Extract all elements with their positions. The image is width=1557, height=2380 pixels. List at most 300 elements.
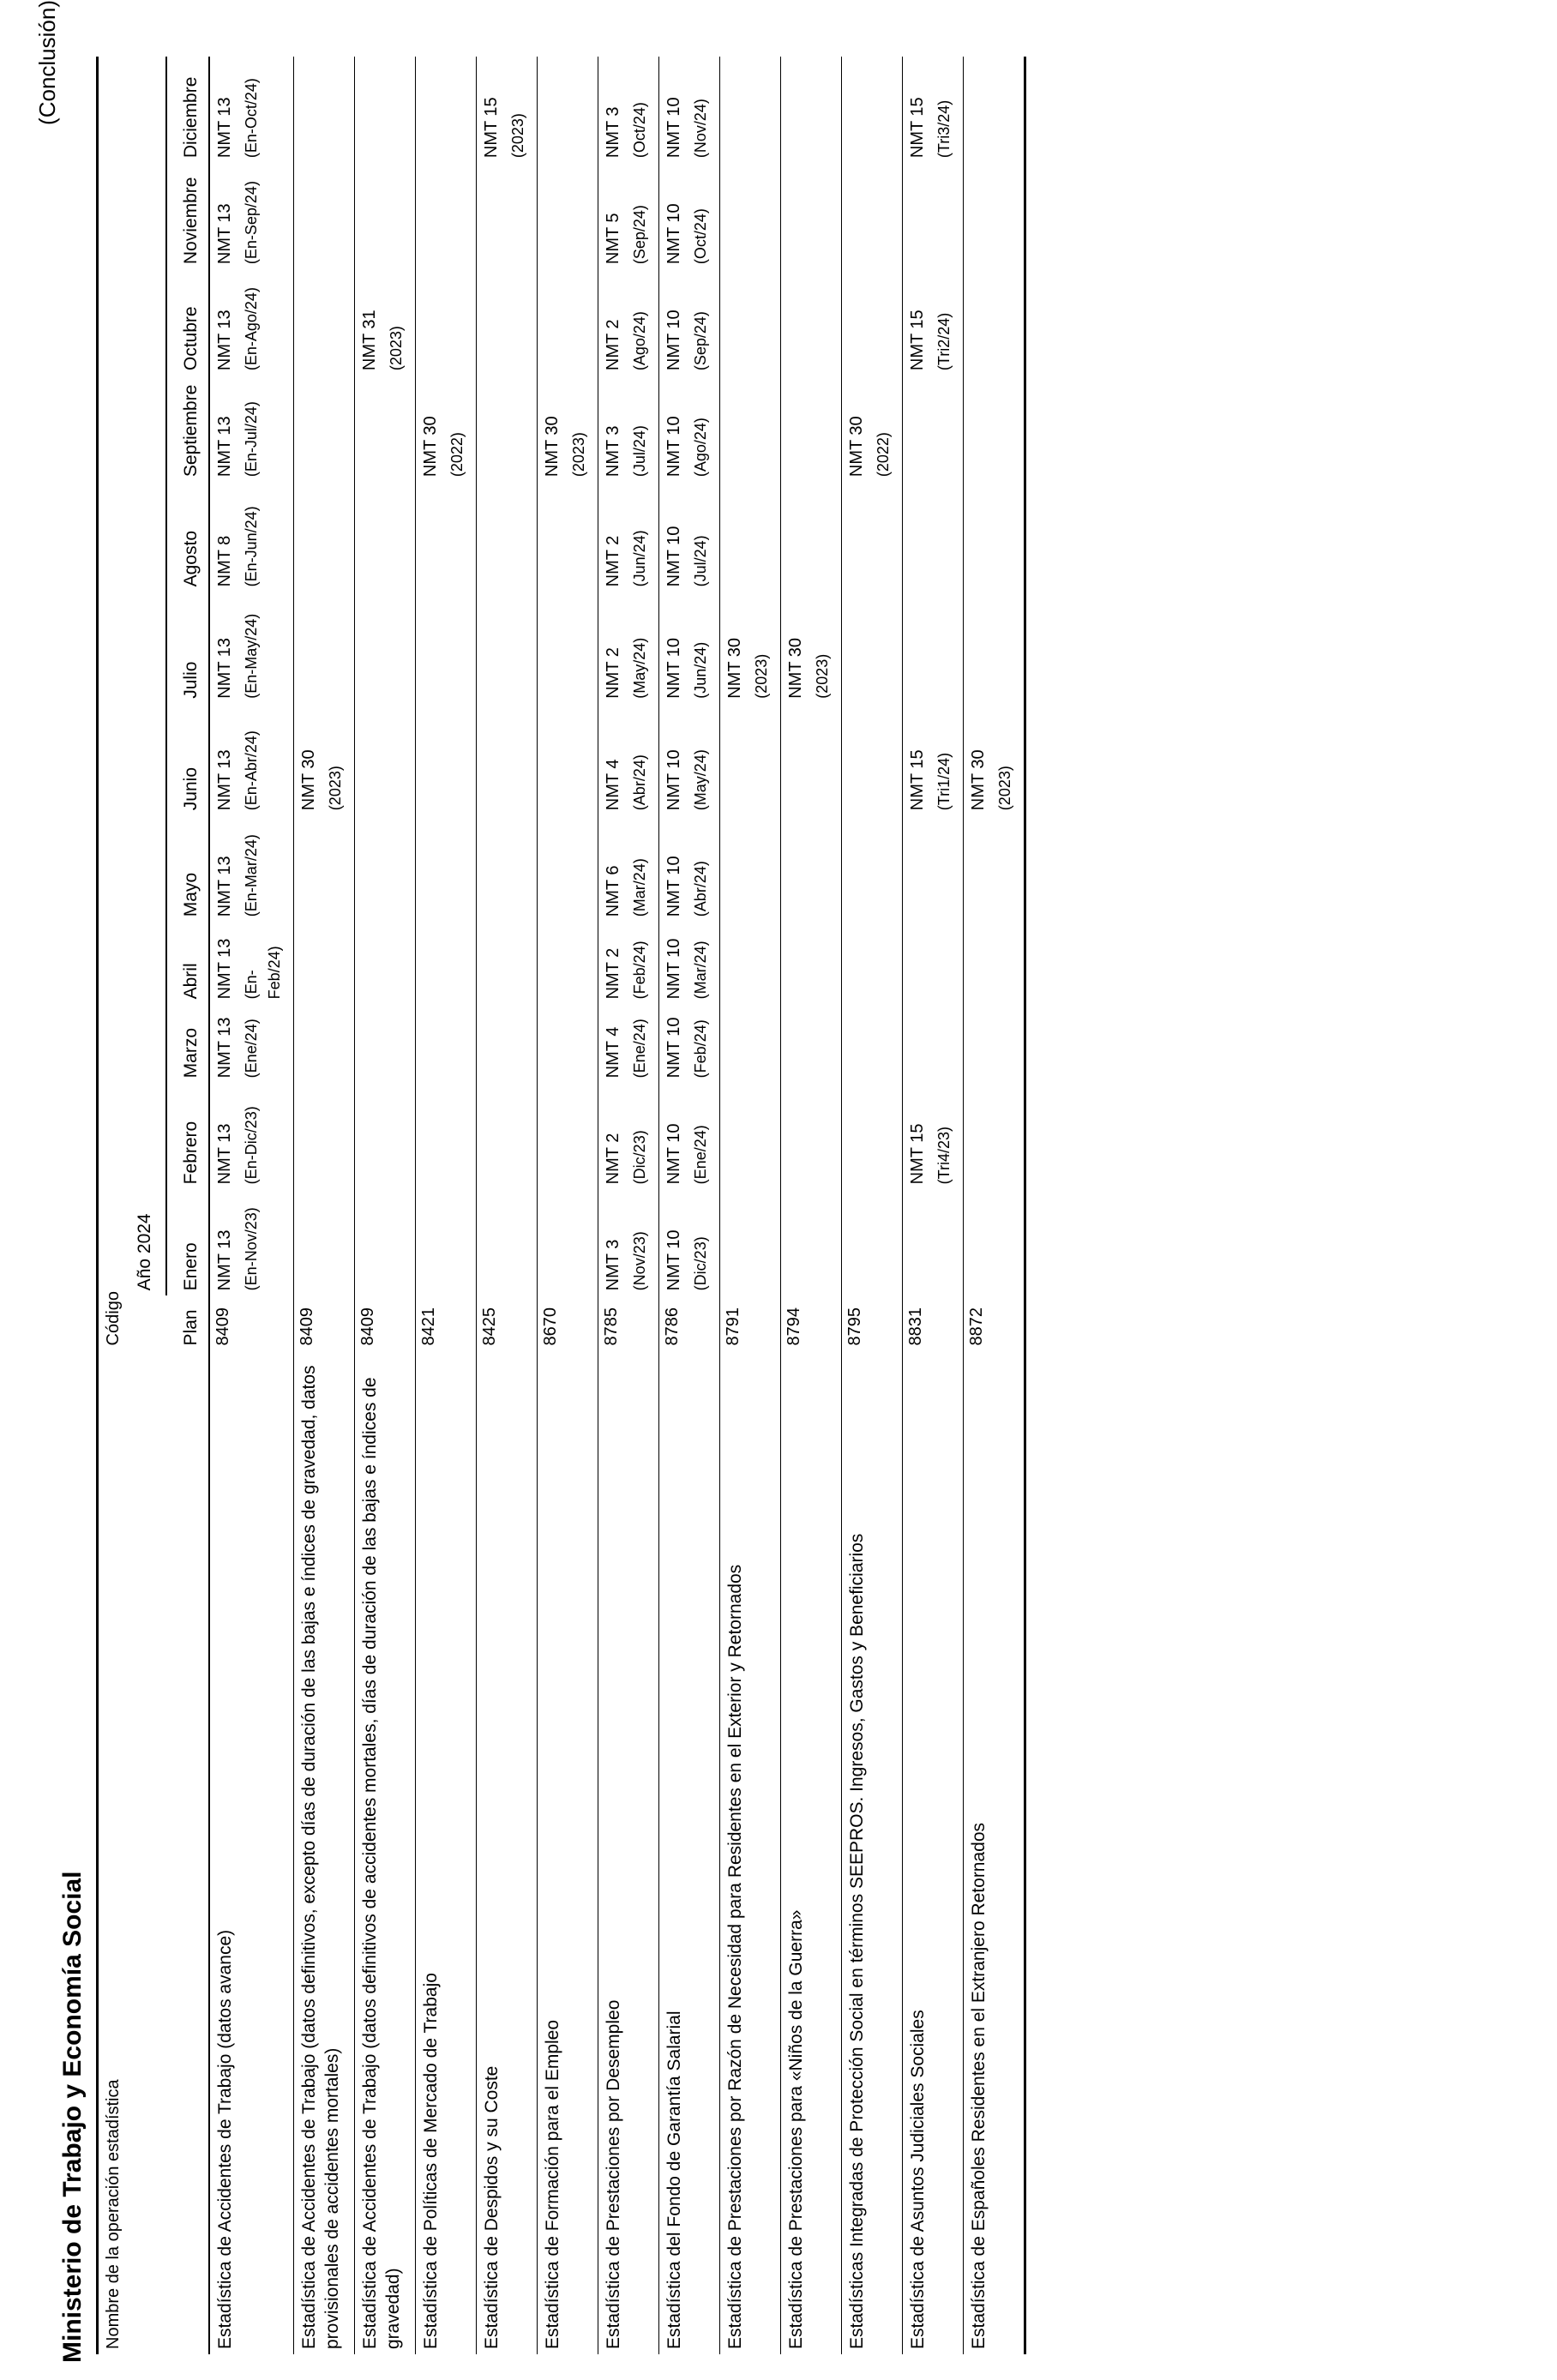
table-row	[477, 57, 538, 2354]
schedule-cell	[538, 482, 598, 592]
conclusion-note: (Conclusión)	[34, 0, 60, 125]
schedule-cell	[598, 482, 659, 592]
release-delay: NMT 10	[664, 749, 683, 811]
release-delay: NMT 10	[664, 416, 683, 478]
month-header: Octubre	[166, 269, 209, 376]
release-delay: NMT 10	[664, 1123, 683, 1185]
reference-period: (Mar/24)	[692, 941, 709, 1000]
reference-period: (Tri4/23)	[935, 1126, 953, 1185]
schedule-cell	[209, 1004, 294, 1083]
reference-period: (May/24)	[631, 637, 648, 699]
schedule-cell	[659, 269, 720, 376]
reference-period: (En-Abr/24)	[243, 730, 260, 811]
table-row	[659, 57, 720, 2354]
release-delay: NMT 2	[604, 1133, 622, 1185]
schedule-cell	[209, 592, 294, 703]
schedule-cell	[964, 482, 1025, 592]
plan-code: 8795	[845, 1307, 864, 1346]
schedule-cell	[538, 1083, 598, 1189]
reference-period: (Dic/23)	[692, 1236, 709, 1291]
schedule-cell	[842, 269, 903, 376]
schedule-cell	[781, 57, 842, 163]
reference-period: (En-Dic/23)	[243, 1106, 260, 1185]
schedule-cell	[598, 704, 659, 815]
reference-period: (Abr/24)	[692, 861, 709, 917]
release-delay: NMT 13	[215, 938, 234, 1000]
schedule-cell	[903, 1189, 964, 1295]
schedule-cell	[781, 922, 842, 1004]
reference-period: (Dic/23)	[631, 1130, 648, 1185]
table-row	[964, 57, 1025, 2354]
plan-code: 8421	[419, 1307, 438, 1346]
schedule-cell	[294, 815, 355, 922]
schedule-cell	[781, 269, 842, 376]
reference-period: (Oct/24)	[692, 208, 709, 265]
schedule-cell	[598, 815, 659, 922]
month-header: Noviembre	[166, 163, 209, 269]
statistics-calendar-table	[96, 57, 1026, 2354]
schedule-cell	[842, 1004, 903, 1083]
release-delay: NMT 30	[421, 416, 440, 478]
schedule-cell	[842, 815, 903, 922]
table-header	[98, 57, 210, 2354]
reference-period: (En-Jun/24)	[243, 506, 260, 587]
schedule-cell	[355, 163, 416, 269]
schedule-cell	[720, 815, 781, 922]
reference-period: (En-Feb/24)	[243, 946, 283, 1000]
release-delay: NMT 13	[215, 749, 234, 811]
schedule-cell	[209, 922, 294, 1004]
schedule-cell	[964, 269, 1025, 376]
month-header: Septiembre	[166, 376, 209, 482]
schedule-cell	[964, 704, 1025, 815]
schedule-cell	[903, 1004, 964, 1083]
release-delay: NMT 3	[604, 106, 622, 159]
schedule-cell	[416, 592, 477, 703]
operation-name: Estadística de Formación para el Empleo	[543, 2019, 562, 2349]
schedule-cell	[477, 592, 538, 703]
schedule-cell	[598, 376, 659, 482]
release-delay: NMT 8	[215, 535, 234, 587]
schedule-cell	[842, 592, 903, 703]
schedule-cell	[355, 57, 416, 163]
schedule-cell	[903, 163, 964, 269]
schedule-cell	[477, 1004, 538, 1083]
schedule-cell	[416, 1083, 477, 1189]
reference-period: (2023)	[327, 766, 344, 811]
schedule-cell	[416, 163, 477, 269]
release-delay: NMT 30	[786, 638, 805, 699]
table-row	[538, 57, 598, 2354]
schedule-cell	[781, 1083, 842, 1189]
operation-name: Estadística del Fondo de Garantía Salarial	[664, 2010, 684, 2349]
schedule-cell	[209, 376, 294, 482]
release-delay: NMT 10	[664, 856, 683, 917]
schedule-cell	[720, 704, 781, 815]
reference-period: (Nov/23)	[631, 1231, 648, 1291]
reference-period: (En-Oct/24)	[243, 78, 260, 159]
schedule-cell	[294, 704, 355, 815]
schedule-cell	[842, 922, 903, 1004]
table-row	[598, 57, 659, 2354]
release-delay: NMT 2	[604, 647, 622, 699]
month-header: Diciembre	[166, 57, 209, 163]
schedule-cell	[416, 1189, 477, 1295]
schedule-cell	[294, 922, 355, 1004]
release-delay: NMT 4	[604, 759, 622, 811]
schedule-cell	[416, 269, 477, 376]
schedule-cell	[903, 269, 964, 376]
reference-period: (Tri1/24)	[935, 752, 953, 811]
schedule-cell	[659, 1083, 720, 1189]
month-header: Abril	[166, 922, 209, 1004]
schedule-cell	[659, 163, 720, 269]
release-delay: NMT 30	[847, 416, 866, 478]
schedule-cell	[964, 163, 1025, 269]
schedule-cell	[477, 815, 538, 922]
schedule-cell	[781, 1004, 842, 1083]
schedule-cell	[209, 1189, 294, 1295]
reference-period: (Tri2/24)	[935, 312, 953, 371]
schedule-cell	[477, 163, 538, 269]
schedule-cell	[477, 269, 538, 376]
schedule-cell	[903, 922, 964, 1004]
schedule-cell	[720, 922, 781, 1004]
ministry-title: Ministerio de Trabajo y Economía Social	[58, 1871, 87, 2363]
plan-code: 8409	[358, 1307, 377, 1346]
reference-period: (Ago/24)	[692, 418, 709, 478]
reference-period: (En-Sep/24)	[243, 181, 260, 265]
table-row	[416, 57, 477, 2354]
schedule-cell	[477, 1083, 538, 1189]
schedule-cell	[477, 376, 538, 482]
schedule-cell	[659, 1004, 720, 1083]
schedule-cell	[355, 269, 416, 376]
schedule-cell	[209, 163, 294, 269]
month-header: Marzo	[166, 1004, 209, 1083]
schedule-cell	[209, 57, 294, 163]
schedule-cell	[720, 163, 781, 269]
release-delay: NMT 13	[215, 638, 234, 699]
operation-name: Estadística de Prestaciones por Desempleo	[604, 1999, 623, 2349]
schedule-cell	[598, 1004, 659, 1083]
month-header: Enero	[166, 1189, 209, 1295]
schedule-cell	[659, 815, 720, 922]
reference-period: (Sep/24)	[692, 311, 709, 371]
schedule-cell	[842, 482, 903, 592]
reference-period: (Feb/24)	[631, 941, 648, 1000]
release-delay: NMT 10	[664, 97, 683, 159]
month-header: Agosto	[166, 482, 209, 592]
schedule-cell	[477, 57, 538, 163]
plan-code: 8791	[724, 1307, 742, 1346]
schedule-cell	[659, 592, 720, 703]
operation-name: Estadística de Despidos y su Coste	[482, 2065, 502, 2349]
reference-period: (Nov/24)	[692, 99, 709, 159]
schedule-cell	[416, 922, 477, 1004]
schedule-cell	[416, 815, 477, 922]
reference-period: (En-Jul/24)	[243, 401, 260, 478]
operation-name: Estadística de Políticas de Mercado de Trabajo	[421, 1973, 441, 2349]
month-header: Junio	[166, 704, 209, 815]
schedule-cell	[538, 1004, 598, 1083]
table-row	[209, 57, 294, 2354]
schedule-cell	[416, 482, 477, 592]
release-delay: NMT 13	[215, 416, 234, 478]
table-row	[355, 57, 416, 2354]
year-header: Año 2024	[133, 57, 166, 1295]
month-header: Febrero	[166, 1083, 209, 1189]
schedule-cell	[903, 815, 964, 922]
plan-code: 8785	[602, 1307, 621, 1346]
reference-period: (2022)	[448, 432, 466, 478]
plan-code: 8409	[213, 1307, 232, 1346]
release-delay: NMT 30	[969, 749, 988, 811]
release-delay: NMT 5	[604, 213, 622, 265]
schedule-cell	[209, 815, 294, 922]
schedule-cell	[538, 1189, 598, 1295]
schedule-cell	[209, 269, 294, 376]
schedule-cell	[659, 482, 720, 592]
schedule-cell	[781, 704, 842, 815]
release-delay: NMT 2	[604, 319, 622, 371]
release-delay: NMT 15	[908, 97, 927, 159]
reference-period: (2023)	[996, 766, 1013, 811]
schedule-cell	[964, 376, 1025, 482]
schedule-cell	[781, 1189, 842, 1295]
plan-code: 8872	[967, 1307, 986, 1346]
reference-period: (2023)	[509, 113, 526, 159]
release-delay: NMT 15	[908, 1123, 927, 1185]
schedule-cell	[538, 269, 598, 376]
release-delay: NMT 4	[604, 1026, 622, 1079]
reference-period: (Jul/24)	[631, 425, 648, 478]
operation-name: Estadística de Prestaciones para «Niños de la Guerra»	[786, 1909, 806, 2349]
schedule-cell	[598, 592, 659, 703]
col-name-header: Nombre de la operación estadística	[98, 1350, 134, 2354]
month-header: Julio	[166, 592, 209, 703]
month-header: Mayo	[166, 815, 209, 922]
reference-period: (Mar/24)	[631, 858, 648, 917]
schedule-cell	[538, 592, 598, 703]
schedule-cell	[598, 57, 659, 163]
schedule-cell	[842, 163, 903, 269]
schedule-cell	[598, 922, 659, 1004]
release-delay: NMT 30	[543, 416, 562, 478]
release-delay: NMT 31	[360, 310, 379, 371]
operation-name: Estadística de Accidentes de Trabajo (datos definitivos, excepto días de duración de las bajas e índices de gravedad, datos provisionales de accidentes mortales)	[299, 1365, 342, 2349]
schedule-cell	[294, 1083, 355, 1189]
schedule-cell	[294, 592, 355, 703]
schedule-cell	[781, 482, 842, 592]
release-delay: NMT 10	[664, 938, 683, 1000]
schedule-cell	[355, 704, 416, 815]
table-row	[903, 57, 964, 2354]
reference-period: (Ene/24)	[243, 1019, 260, 1079]
plan-code: 8786	[663, 1307, 682, 1346]
plan-code: 8409	[298, 1307, 316, 1346]
schedule-cell	[720, 1189, 781, 1295]
reference-period: (Ene/24)	[692, 1125, 709, 1185]
release-delay: NMT 10	[664, 526, 683, 587]
operation-name: Estadísticas Integradas de Protección Social en términos SEEPROS. Ingresos, Gastos y Beneficiarios	[847, 1533, 867, 2349]
schedule-cell	[294, 1004, 355, 1083]
reference-period: (Tri3/24)	[935, 99, 953, 159]
schedule-cell	[903, 376, 964, 482]
plan-code: 8670	[541, 1307, 560, 1346]
schedule-cell	[294, 163, 355, 269]
reference-period: (Jun/24)	[631, 530, 648, 587]
operation-name: Estadística de Accidentes de Trabajo (datos avance)	[215, 1929, 235, 2349]
reference-period: (En-Ago/24)	[243, 287, 260, 371]
schedule-cell	[477, 1189, 538, 1295]
schedule-cell	[355, 482, 416, 592]
schedule-cell	[781, 163, 842, 269]
schedule-cell	[781, 815, 842, 922]
schedule-cell	[964, 1004, 1025, 1083]
reference-period: (Abr/24)	[631, 754, 648, 811]
schedule-cell	[598, 1189, 659, 1295]
schedule-cell	[842, 1189, 903, 1295]
schedule-cell	[538, 922, 598, 1004]
release-delay: NMT 13	[215, 1229, 234, 1291]
release-delay: NMT 15	[908, 749, 927, 811]
schedule-cell	[964, 1189, 1025, 1295]
reference-period: (En-Mar/24)	[243, 834, 260, 917]
schedule-cell	[720, 57, 781, 163]
release-delay: NMT 15	[482, 97, 501, 159]
schedule-cell	[598, 163, 659, 269]
reference-period: (2022)	[875, 432, 892, 478]
plan-code: 8794	[785, 1307, 803, 1346]
schedule-cell	[538, 57, 598, 163]
schedule-cell	[720, 269, 781, 376]
schedule-cell	[294, 376, 355, 482]
release-delay: NMT 10	[664, 310, 683, 371]
reference-period: (Jun/24)	[692, 641, 709, 699]
reference-period: (Ago/24)	[631, 311, 648, 371]
release-delay: NMT 2	[604, 947, 622, 1000]
release-delay: NMT 13	[215, 1017, 234, 1079]
schedule-cell	[659, 922, 720, 1004]
release-delay: NMT 13	[215, 97, 234, 159]
schedule-cell	[659, 1189, 720, 1295]
schedule-cell	[964, 922, 1025, 1004]
schedule-cell	[903, 1083, 964, 1189]
operation-name: Estadística de Españoles Residentes en el Extranjero Retornados	[969, 1822, 989, 2349]
schedule-cell	[720, 482, 781, 592]
schedule-cell	[355, 922, 416, 1004]
release-delay: NMT 10	[664, 1229, 683, 1291]
table-row	[842, 57, 903, 2354]
col-plan-header: Plan	[166, 1295, 209, 1350]
reference-period: (En-Nov/23)	[243, 1207, 260, 1291]
schedule-cell	[598, 1083, 659, 1189]
schedule-cell	[538, 376, 598, 482]
col-code-header: Código	[98, 1295, 134, 1350]
schedule-cell	[416, 704, 477, 815]
release-delay: NMT 10	[664, 638, 683, 699]
schedule-cell	[964, 592, 1025, 703]
schedule-cell	[477, 482, 538, 592]
schedule-cell	[720, 1004, 781, 1083]
reference-period: (2023)	[753, 653, 770, 699]
schedule-cell	[659, 704, 720, 815]
release-delay: NMT 13	[215, 310, 234, 371]
schedule-cell	[294, 1189, 355, 1295]
reference-period: (Jul/24)	[692, 535, 709, 587]
schedule-cell	[477, 704, 538, 815]
schedule-cell	[659, 57, 720, 163]
release-delay: NMT 3	[604, 425, 622, 478]
schedule-cell	[598, 269, 659, 376]
reference-period: (Sep/24)	[631, 205, 648, 265]
schedule-cell	[842, 704, 903, 815]
schedule-cell	[294, 269, 355, 376]
release-delay: NMT 13	[215, 856, 234, 917]
release-delay: NMT 30	[725, 638, 744, 699]
schedule-cell	[538, 163, 598, 269]
schedule-cell	[355, 1004, 416, 1083]
schedule-cell	[659, 376, 720, 482]
schedule-cell	[720, 592, 781, 703]
reference-period: (Feb/24)	[692, 1019, 709, 1079]
schedule-cell	[416, 57, 477, 163]
schedule-cell	[903, 482, 964, 592]
schedule-cell	[842, 1083, 903, 1189]
operation-name: Estadística de Asuntos Judiciales Sociales	[908, 2010, 928, 2349]
release-delay: NMT 2	[604, 535, 622, 587]
reference-period: (2023)	[570, 432, 587, 478]
table-body	[209, 57, 1025, 2354]
table-row	[294, 57, 355, 2354]
release-delay: NMT 13	[215, 1123, 234, 1185]
schedule-cell	[416, 1004, 477, 1083]
plan-code: 8831	[906, 1307, 925, 1346]
schedule-cell	[720, 376, 781, 482]
reference-period: (2023)	[388, 326, 405, 371]
reference-period: (Oct/24)	[631, 102, 648, 159]
schedule-cell	[538, 704, 598, 815]
schedule-cell	[355, 592, 416, 703]
schedule-cell	[903, 704, 964, 815]
schedule-cell	[720, 1083, 781, 1189]
schedule-cell	[842, 376, 903, 482]
schedule-cell	[209, 704, 294, 815]
schedule-cell	[903, 57, 964, 163]
schedule-cell	[416, 376, 477, 482]
release-delay: NMT 10	[664, 1017, 683, 1079]
schedule-cell	[538, 815, 598, 922]
table-row	[781, 57, 842, 2354]
release-delay: NMT 30	[299, 749, 318, 811]
operation-name: Estadística de Prestaciones por Razón de Necesidad para Residentes en el Exterior y Retornados	[725, 1564, 745, 2349]
schedule-cell	[294, 482, 355, 592]
table-row	[720, 57, 781, 2354]
reference-period: (Ene/24)	[631, 1019, 648, 1079]
release-delay: NMT 3	[604, 1239, 622, 1291]
release-delay: NMT 13	[215, 203, 234, 265]
operation-name: Estadística de Accidentes de Trabajo (datos definitivos de accidentes mortales, días de duración de las bajas e índices de gravedad)	[360, 1377, 403, 2349]
schedule-cell	[964, 1083, 1025, 1189]
schedule-cell	[355, 815, 416, 922]
reference-period: (En-May/24)	[243, 613, 260, 699]
plan-code: 8425	[480, 1307, 499, 1346]
schedule-cell	[781, 592, 842, 703]
schedule-cell	[964, 57, 1025, 163]
schedule-cell	[903, 592, 964, 703]
reference-period: (May/24)	[692, 749, 709, 811]
